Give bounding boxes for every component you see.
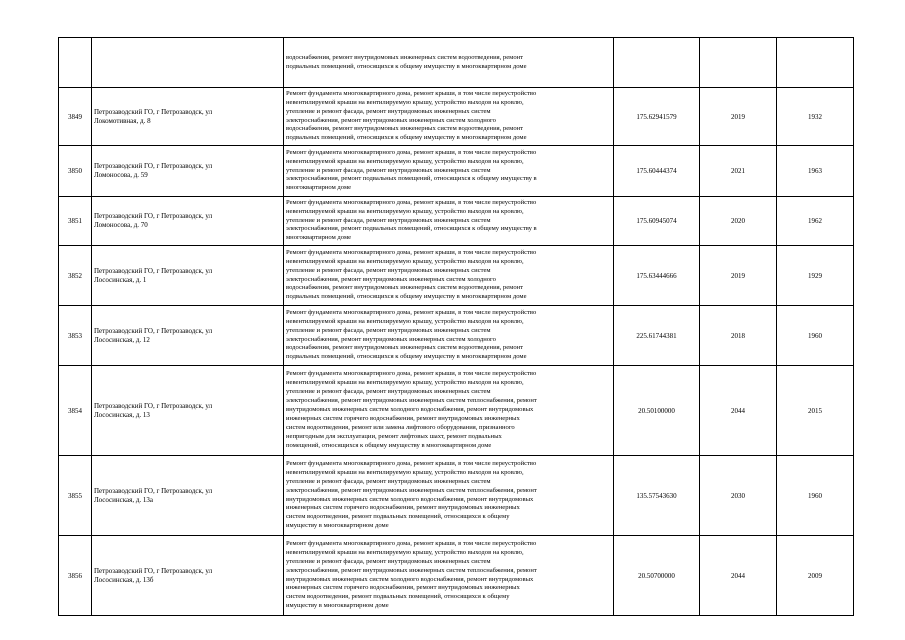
works-line: систем водоотведения, ремонт подвальных помещений, относящихся к общему xyxy=(286,513,510,521)
works-cell xyxy=(284,38,614,88)
planned-year-cell: 2044 xyxy=(700,366,777,456)
works-line: электроснабжения, ремонт внутридомовых инженерных систем холодного xyxy=(286,116,496,124)
address-line: Лососинская, д. 13 xyxy=(94,410,150,419)
works-cell xyxy=(284,246,614,306)
works-cell xyxy=(284,197,614,246)
works-line: непригодным для эксплуатации, ремонт лифтовых шахт, ремонт подвальных xyxy=(286,432,502,440)
works-line: Ремонт фундамента многоквартирного дома, ремонт крыши, в том числе переустройство xyxy=(286,248,537,256)
area-cell: 175.62941579 xyxy=(614,88,700,146)
table-row xyxy=(59,536,854,616)
address-cell xyxy=(92,306,284,366)
works-line: водоснабжения, ремонт внутридомовых инженерных систем водоотведения, ремонт xyxy=(286,53,524,61)
row-number: 3853 xyxy=(59,306,92,366)
works-line: Ремонт фундамента многоквартирного дома, ремонт крыши, в том числе переустройство xyxy=(286,459,537,467)
address-line: Петрозаводский ГО, г Петрозаводск, ул xyxy=(94,401,213,410)
works-line: утепление и ремонт фасада, ремонт внутридомовых инженерных систем xyxy=(286,216,491,224)
row-number: 3855 xyxy=(59,456,92,536)
works-cell xyxy=(284,536,614,616)
build-year-cell: 1929 xyxy=(777,246,854,306)
address-line: Петрозаводский ГО, г Петрозаводск, ул xyxy=(94,326,213,335)
address-line: Ломоносова, д. 59 xyxy=(94,171,148,179)
works-line: подвальных помещений, относящихся к общему имуществу в многоквартирном доме xyxy=(286,293,527,301)
works-line: подвальных помещений, относящихся к общему имуществу в многоквартирном доме xyxy=(286,134,527,142)
works-line: Ремонт фундамента многоквартирного дома, ремонт крыши, в том числе переустройство xyxy=(286,148,537,156)
works-line: подвальных помещений, относящихся к общему имуществу в многоквартирном доме xyxy=(286,353,527,361)
planned-year-cell: 2044 xyxy=(700,536,777,616)
build-year-cell xyxy=(777,38,854,88)
address-line: Лососинская, д. 13а xyxy=(94,495,154,504)
build-year-cell: 1960 xyxy=(777,306,854,366)
works-cell xyxy=(284,456,614,536)
works-line: электроснабжения, ремонт внутридомовых инженерных систем теплоснабжения, ремонт xyxy=(286,397,537,405)
address-line: Петрозаводский ГО, г Петрозаводск, ул xyxy=(94,566,213,575)
area-cell: 175.60444374 xyxy=(614,146,700,197)
works-line: утепление и ремонт фасада, ремонт внутридомовых инженерных систем xyxy=(286,388,491,396)
address-line: Петрозаводский ГО, г Петрозаводск, ул xyxy=(94,212,213,220)
works-line: инженерных систем горячего водоснабжения, ремонт внутридомовых инженерных xyxy=(286,584,520,592)
address-line: Петрозаводский ГО, г Петрозаводск, ул xyxy=(94,162,213,170)
planned-year-cell: 2019 xyxy=(700,246,777,306)
address-line: Лососинская, д. 12 xyxy=(94,335,150,344)
area-cell: 175.60945074 xyxy=(614,197,700,246)
works-line: водоснабжения, ремонт внутридомовых инженерных систем водоотведения, ремонт xyxy=(286,125,524,133)
works-line: систем водоотведения, ремонт или замена лифтового оборудования, признанного xyxy=(286,423,515,431)
area-cell: 175.63444666 xyxy=(614,246,700,306)
area-cell: 20.50700000 xyxy=(614,536,700,616)
address-line: Петрозаводский ГО, г Петрозаводск, ул xyxy=(94,107,213,116)
row-number: 3850 xyxy=(59,146,92,197)
works-line: имуществу в многоквартирном доме xyxy=(286,522,389,530)
table-row xyxy=(59,197,854,246)
works-line: внутридомовых инженерных систем холодного водоснабжения, ремонт внутридомовых xyxy=(286,575,534,583)
works-line: Ремонт фундамента многоквартирного дома, ремонт крыши, в том числе переустройство xyxy=(286,308,537,316)
address-line: Ломоносова, д. 70 xyxy=(94,221,148,229)
works-line: электроснабжения, ремонт внутридомовых инженерных систем холодного xyxy=(286,335,496,343)
planned-year-cell: 2021 xyxy=(700,146,777,197)
address-cell xyxy=(92,146,284,197)
build-year-cell: 1963 xyxy=(777,146,854,197)
works-line: невентилируемой крыши на вентилируемую крышу, устройство выходов на кровлю, xyxy=(286,257,524,265)
row-number xyxy=(59,38,92,88)
works-line: электроснабжения, ремонт внутридомовых инженерных систем холодного xyxy=(286,275,496,283)
works-line: невентилируемой крыши на вентилируемую крышу, устройство выходов на кровлю, xyxy=(286,157,524,165)
works-line: внутридомовых инженерных систем холодного водоснабжения, ремонт внутридомовых xyxy=(286,495,534,503)
register-table xyxy=(58,37,854,616)
works-line: невентилируемой крыши на вентилируемую крышу, устройство выходов на кровлю, xyxy=(286,548,524,556)
planned-year-cell xyxy=(700,38,777,88)
address-cell xyxy=(92,536,284,616)
table-row xyxy=(59,146,854,197)
works-cell xyxy=(284,306,614,366)
build-year-cell: 2009 xyxy=(777,536,854,616)
works-line: водоснабжения, ремонт внутридомовых инженерных систем водоотведения, ремонт xyxy=(286,284,524,292)
table-row xyxy=(59,456,854,536)
works-line: утепление и ремонт фасада, ремонт внутридомовых инженерных систем xyxy=(286,166,491,174)
works-line: невентилируемой крыши на вентилируемую крышу, устройство выходов на кровлю, xyxy=(286,98,524,106)
works-line: электроснабжения, ремонт подвальных помещений, относящихся к общему имуществу в xyxy=(286,225,537,233)
works-line: утепление и ремонт фасада, ремонт внутридомовых инженерных систем xyxy=(286,557,491,565)
works-line: систем водоотведения, ремонт подвальных помещений, относящихся к общему xyxy=(286,593,510,601)
works-line: Ремонт фундамента многоквартирного дома, ремонт крыши, в том числе переустройство xyxy=(286,89,537,97)
works-line: имуществу в многоквартирном доме xyxy=(286,602,389,610)
address-line: Локомотивная, д. 8 xyxy=(94,116,151,125)
works-cell xyxy=(284,88,614,146)
address-line: Лососинская, д. 13б xyxy=(94,575,154,584)
works-line: многоквартирном доме xyxy=(286,184,352,192)
table-body xyxy=(59,38,854,616)
area-cell: 135.57543630 xyxy=(614,456,700,536)
build-year-cell: 1962 xyxy=(777,197,854,246)
table-row xyxy=(59,88,854,146)
planned-year-cell: 2020 xyxy=(700,197,777,246)
address-cell xyxy=(92,366,284,456)
works-line: утепление и ремонт фасада, ремонт внутридомовых инженерных систем xyxy=(286,326,491,334)
area-cell xyxy=(614,38,700,88)
row-number: 3852 xyxy=(59,246,92,306)
works-line: утепление и ремонт фасада, ремонт внутридомовых инженерных систем xyxy=(286,266,491,274)
works-line: утепление и ремонт фасада, ремонт внутридомовых инженерных систем xyxy=(286,107,491,115)
table-row xyxy=(59,306,854,366)
works-line: подвальных помещений, относящихся к общему имуществу в многоквартирном доме xyxy=(286,62,527,70)
table-row xyxy=(59,366,854,456)
build-year-cell: 1960 xyxy=(777,456,854,536)
works-line: невентилируемой крыши на вентилируемую крышу, устройство выходов на кровлю, xyxy=(286,379,524,387)
planned-year-cell: 2019 xyxy=(700,88,777,146)
address-line: Петрозаводский ГО, г Петрозаводск, ул xyxy=(94,486,213,495)
table-row xyxy=(59,246,854,306)
table-row xyxy=(59,38,854,88)
works-line: электроснабжения, ремонт внутридомовых инженерных систем теплоснабжения, ремонт xyxy=(286,486,537,494)
works-line: электроснабжения, ремонт подвальных помещений, относящихся к общему имуществу в xyxy=(286,175,537,183)
area-cell: 225.61744381 xyxy=(614,306,700,366)
works-line: водоснабжения, ремонт внутридомовых инженерных систем водоотведения, ремонт xyxy=(286,344,524,352)
works-line: невентилируемой крыши на вентилируемую крышу, устройство выходов на кровлю, xyxy=(286,207,524,215)
row-number: 3849 xyxy=(59,88,92,146)
works-line: инженерных систем горячего водоснабжения, ремонт внутридомовых инженерных xyxy=(286,504,520,512)
address-line: Петрозаводский ГО, г Петрозаводск, ул xyxy=(94,266,213,275)
address-cell xyxy=(92,38,284,88)
address-line: Лососинская, д. 1 xyxy=(94,275,147,284)
address-cell xyxy=(92,197,284,246)
works-line: невентилируемой крыши на вентилируемую крышу, устройство выходов на кровлю, xyxy=(286,468,524,476)
works-line: помещений, относящихся к общему имуществу в многоквартирном доме xyxy=(286,441,492,449)
works-line: Ремонт фундамента многоквартирного дома, ремонт крыши, в том числе переустройство xyxy=(286,198,537,206)
works-line: электроснабжения, ремонт внутридомовых инженерных систем теплоснабжения, ремонт xyxy=(286,566,537,574)
works-line: многоквартирном доме xyxy=(286,234,352,242)
row-number: 3856 xyxy=(59,536,92,616)
planned-year-cell: 2018 xyxy=(700,306,777,366)
works-cell xyxy=(284,366,614,456)
build-year-cell: 1932 xyxy=(777,88,854,146)
planned-year-cell: 2030 xyxy=(700,456,777,536)
works-line: невентилируемой крыши на вентилируемую крышу, устройство выходов на кровлю, xyxy=(286,317,524,325)
address-cell xyxy=(92,88,284,146)
works-line: инженерных систем горячего водоснабжения, ремонт внутридомовых инженерных xyxy=(286,414,520,422)
area-cell: 20.50100000 xyxy=(614,366,700,456)
works-line: внутридомовых инженерных систем холодного водоснабжения, ремонт внутридомовых xyxy=(286,406,534,414)
row-number: 3851 xyxy=(59,197,92,246)
works-line: утепление и ремонт фасада, ремонт внутридомовых инженерных систем xyxy=(286,477,491,485)
build-year-cell: 2015 xyxy=(777,366,854,456)
works-line: Ремонт фундамента многоквартирного дома, ремонт крыши, в том числе переустройство xyxy=(286,539,537,547)
row-number: 3854 xyxy=(59,366,92,456)
address-cell xyxy=(92,246,284,306)
works-cell xyxy=(284,146,614,197)
address-cell xyxy=(92,456,284,536)
works-line: Ремонт фундамента многоквартирного дома, ремонт крыши, в том числе переустройство xyxy=(286,370,537,378)
